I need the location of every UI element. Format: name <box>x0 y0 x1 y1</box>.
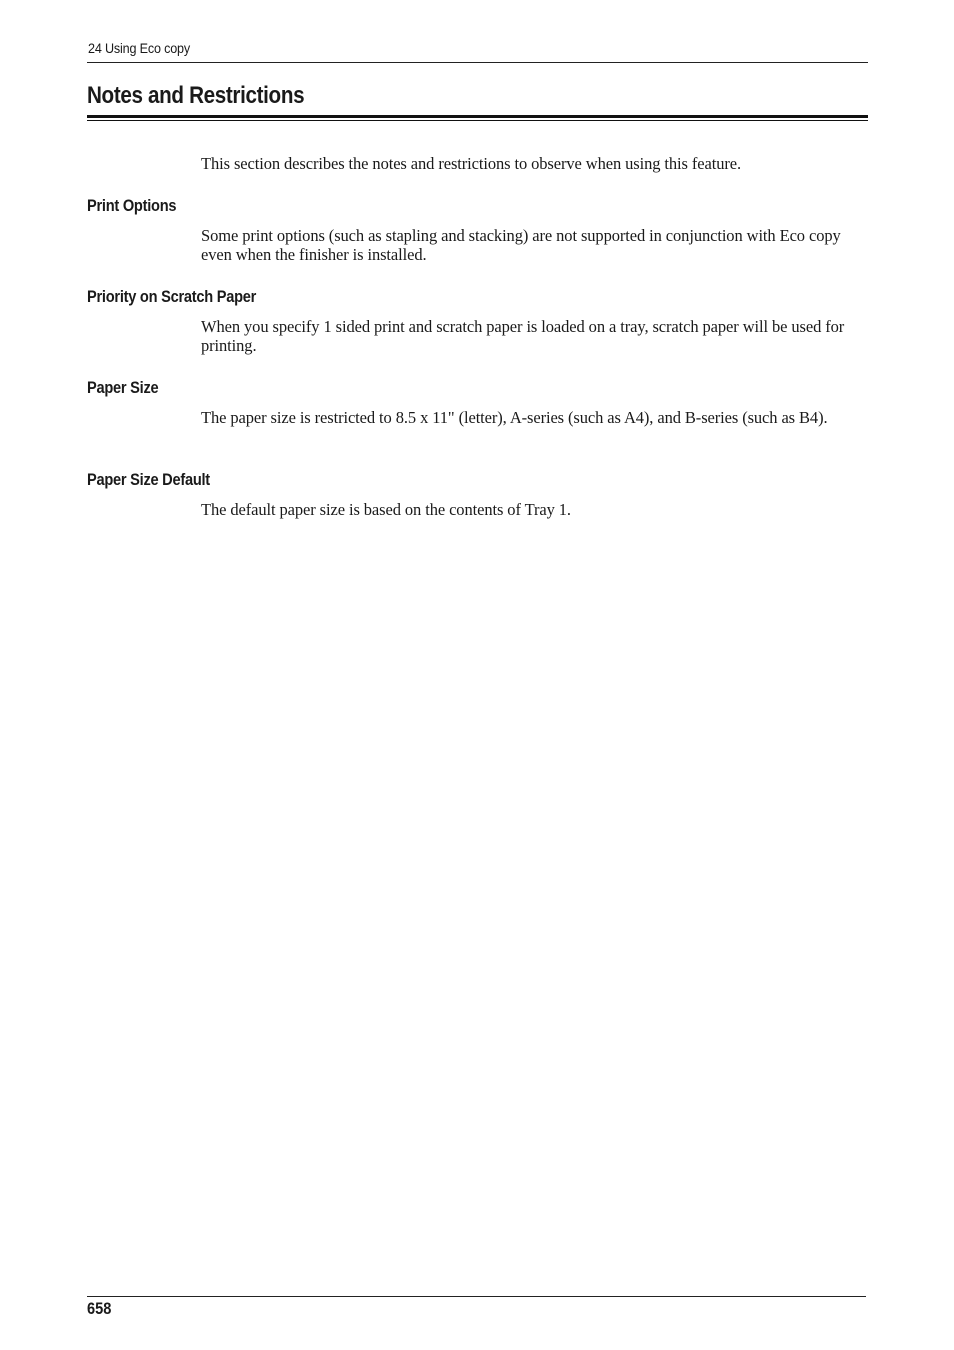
section-heading-print-options: Print Options <box>87 196 177 215</box>
section-heading-paper-size: Paper Size <box>87 378 159 397</box>
section-body-paper-size-default: The default paper size is based on the contents of Tray 1. <box>201 500 571 519</box>
section-body-paper-size: The paper size is restricted to 8.5 x 11" (letter), A-series (such as A4), and B-series (such as B4). <box>201 408 828 427</box>
section-body-print-options: Some print options (such as stapling and stacking) are not supported in conjunction with Eco copy even when the finisher is installed. <box>201 226 841 264</box>
page-number: 658 <box>87 1299 112 1318</box>
title-rule-thick <box>87 115 868 118</box>
intro-paragraph: This section describes the notes and restrictions to observe when using this feature. <box>201 154 741 173</box>
section-heading-paper-size-default: Paper Size Default <box>87 470 210 489</box>
section-body-priority-on-scratch-paper: When you specify 1 sided print and scratch paper is loaded on a tray, scratch paper will be used for printing. <box>201 317 845 355</box>
running-header: 24 Using Eco copy <box>88 40 191 56</box>
title-rule-thin <box>87 120 868 121</box>
page-title: Notes and Restrictions <box>87 82 305 109</box>
footer-rule <box>87 1296 866 1297</box>
header-rule <box>87 62 868 63</box>
section-heading-priority-on-scratch-paper: Priority on Scratch Paper <box>87 287 257 306</box>
